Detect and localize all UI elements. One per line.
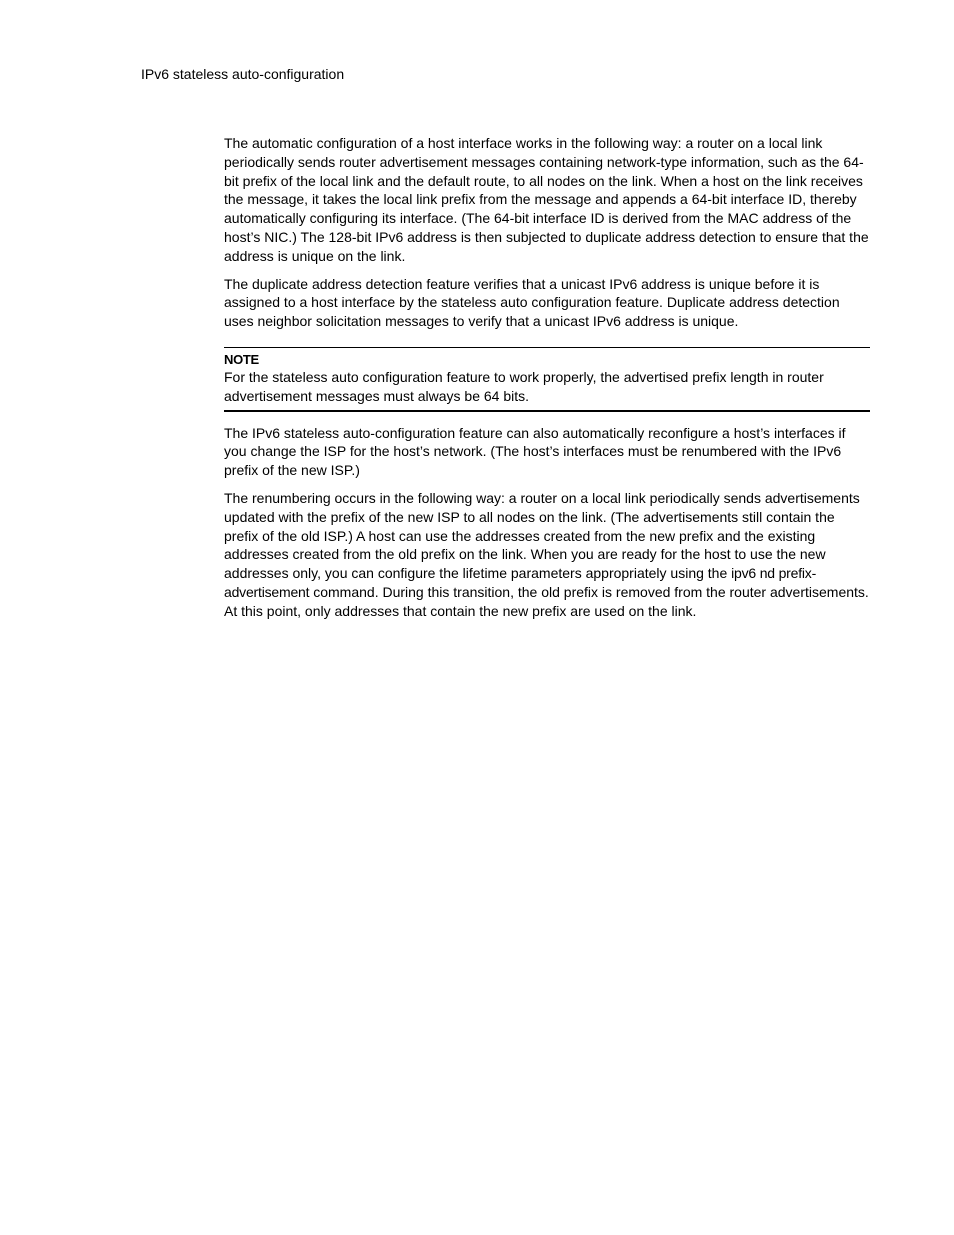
- paragraph-renumbering: [224, 489, 870, 621]
- paragraph-reconfigure-isp: The IPv6 stateless auto-configuration feature can also automatically reconfigure a host’s interfaces if you change the ISP for the host’s network. (The host’s interfaces must be renumbered with the IPv6 prefix of the new ISP.): [224, 424, 846, 479]
- note-box: [224, 347, 870, 412]
- renumbering-text-before: The renumbering occurs in the following way: a router on a local link periodically sends advertisements updated with the prefix of the new ISP to all nodes on the link. (The advertisements still contain the prefix of the old ISP.) A host can use the addresses created from the new prefix and the existing addresses created from the old prefix on the link. When you are ready for the host to use the new addresses only, you can configure the lifetime parameters appropriately using the: [224, 489, 860, 582]
- note-text: For the stateless auto configuration feature to work properly, the advertised prefix length in router advertisement messages must always be 64 bits.: [224, 368, 824, 404]
- paragraph-duplicate-address-detection: The duplicate address detection feature verifies that a unicast IPv6 address is unique before it is assigned to a host interface by the stateless auto configuration feature. Duplicate address detection uses neighbor solicitation messages to verify that a unicast IPv6 address is unique.: [224, 275, 840, 330]
- running-header: IPv6 stateless auto-configuration: [141, 66, 345, 82]
- note-label: NOTE: [224, 351, 259, 367]
- main-content: [224, 134, 870, 630]
- paragraph-host-autoconfig: The automatic configuration of a host interface works in the following way: a router on a local link periodically sends router advertisement messages containing network-type information, such as the 64-bit prefix of the local link and the default route, to all nodes on the link. When a host on the link receives the message, it takes the local link prefix from the message and appends a 64-bit interface ID, thereby automatically configuring its interface. (The 64-bit interface ID is derived from the MAC address of the host’s NIC.) The 128-bit IPv6 address is then subjected to duplicate address detection to ensure that the address is unique on the link.: [224, 135, 869, 264]
- renumbering-text-after: command. During this transition, the old prefix is removed from the router advertisements. At this point, only addresses that contain the new prefix are used on the link.: [224, 583, 869, 619]
- command-name: ipv6 nd prefix-advertisement: [224, 565, 817, 600]
